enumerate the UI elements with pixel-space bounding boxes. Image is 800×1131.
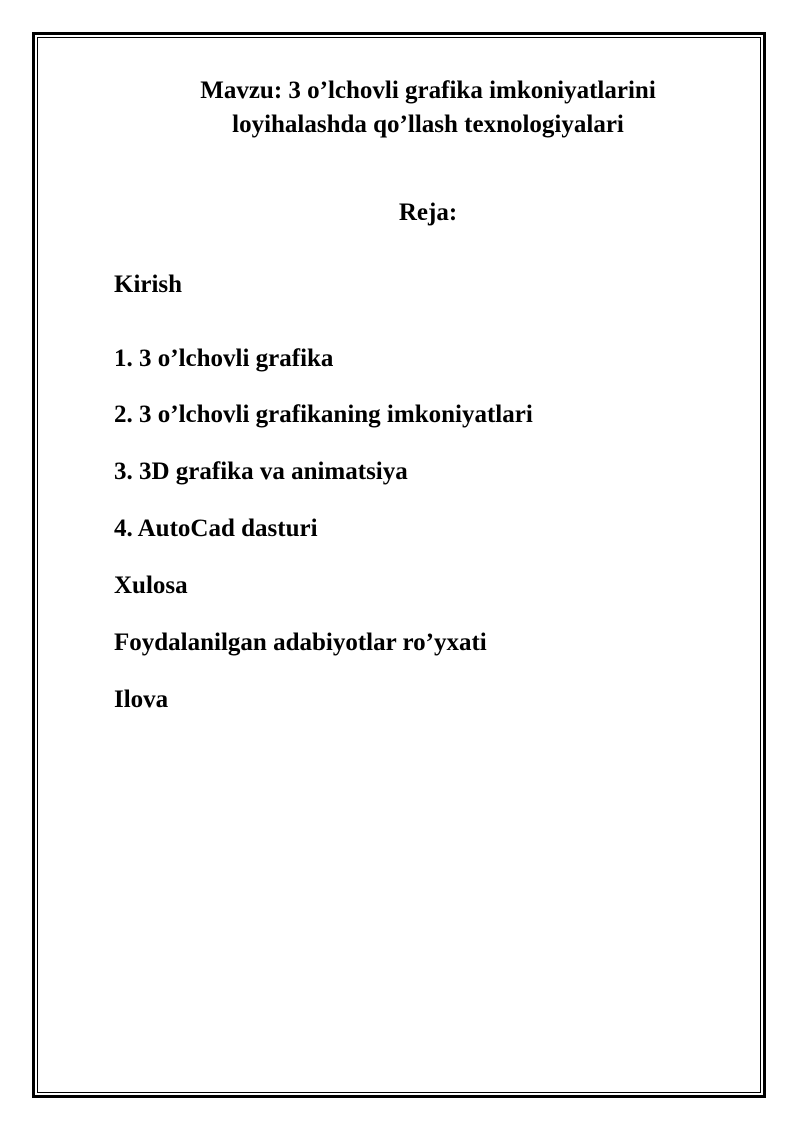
- title-line-2: loyihalashda qo’llash texnologiyalari: [232, 111, 624, 138]
- plan-item-conclusion: Xulosa: [114, 572, 188, 599]
- plan-item-appendix: Ilova: [114, 686, 169, 713]
- plan-heading: Reja:: [398, 199, 458, 226]
- plan-item-3: 3. 3D grafika va animatsiya: [114, 458, 408, 485]
- plan-item-introduction: Kirish: [114, 271, 183, 298]
- plan-item-references: Foydalanilgan adabiyotlar ro’yxati: [114, 629, 487, 656]
- plan-item-4: 4. AutoCad dasturi: [114, 515, 318, 542]
- title-line-1: Mavzu: 3 o’lchovli grafika imkoniyatlarini: [200, 77, 656, 104]
- plan-item-2: 2. 3 o’lchovli grafikaning imkoniyatlari: [114, 401, 533, 428]
- plan-item-1: 1. 3 o’lchovli grafika: [114, 345, 334, 372]
- page-title: [60, 74, 796, 142]
